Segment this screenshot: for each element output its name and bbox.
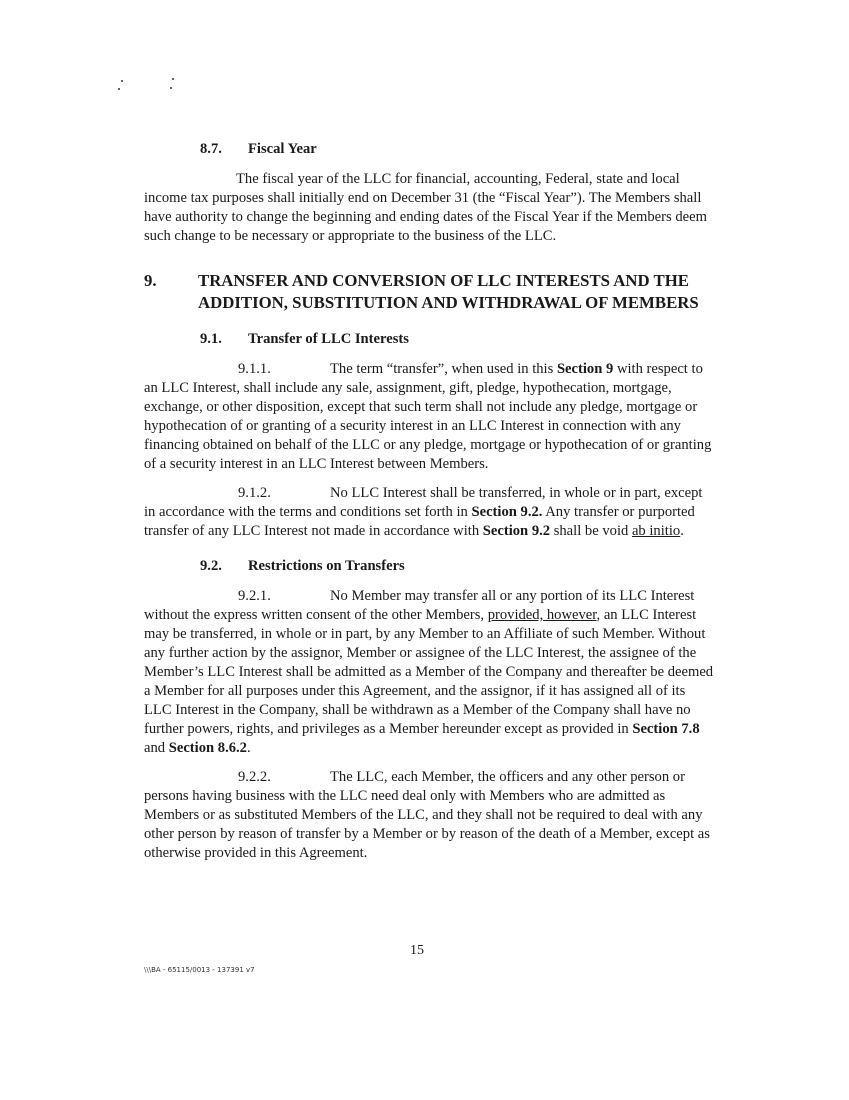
section-9-2-heading [200,557,714,576]
scan-specks [118,70,198,100]
speck [121,80,123,82]
section-9-1-heading [200,330,714,349]
section-title: TRANSFER AND CONVERSION OF LLC INTERESTS AND THE ADDITION, SUBSTITUTION AND WITHDRAWAL OF MEMBERS [198,271,699,312]
clause-text: . [680,523,684,539]
section-title: Transfer of LLC Interests [248,331,409,347]
section-reference: Section 9.2. [471,504,543,520]
section-title: Restrictions on Transfers [248,558,405,574]
clause-number: 9.2.2. [238,769,271,785]
section-reference: Section 9.2 [482,523,551,539]
section-9-heading [144,270,714,314]
section-9-2-2 [144,768,714,863]
clause-text: The LLC, each Member, the officers and any other person or persons having business with the LLC need deal only with Members who are admitted as Members or as substituted Members of the LLC, and they shall not be required to deal with any other person by reason of transfer by a Member or by reason of the death of a Member, except as otherwise provided in this Agreement. [144,769,710,861]
speck [172,78,174,80]
clause-text: Any transfer or purported transfer of any LLC Interest not made in accordance with [144,504,695,539]
section-8-7-heading [200,140,714,159]
section-8-7-body: The fiscal year of the LLC for financial, accounting, Federal, state and local income tax purposes shall initially end on December 31 (the “Fiscal Year”). The Members shall have authority to change the beginning and ending dates of the Fiscal Year if the Members deem such change to be necessary or appropriate to the business of the LLC. [144,171,707,244]
clause-number: 9.1.1. [238,361,271,377]
speck [118,88,120,90]
section-reference: Section 7.8 [632,721,700,737]
document-body [144,140,714,863]
clause-text: No LLC Interest shall be transferred, in whole or in part, except in accordance with the terms and conditions set forth in [144,485,703,520]
page-number: 15 [410,943,424,958]
clause-text: , an LLC Interest may be transferred, in whole or in part, by any Member to an Affiliate of such Member. Without any further action by the assignor, Member or assignee of the LLC Interest, the assignee of the Member’s LLC Interest shall be admitted as a Member of the Company and thereafter be deemed a Member for all purposes under this Agreement, and the assignor, if it has assigned all of its LLC Interest in the Company, shall be withdrawn as a Member of the Company shall have no further powers, rights, and privileges as a Member hereunder except as provided in [144,607,714,737]
clause-text: and [144,740,169,756]
speck [170,87,172,89]
clause-number: 9.2.1. [238,588,271,604]
clause-text: shall be void [550,523,632,539]
clause-text: No Member may transfer all or any portion of its LLC Interest without the express written consent of the other Members, [144,588,695,623]
proviso-term: provided, however [487,607,597,623]
section-9-1-1 [144,360,714,474]
section-reference: Section 9 [556,361,614,377]
document-footer-id: \\\BA - 65115/0013 - 137391 v7 [144,966,255,974]
section-number: 9.2. [200,558,222,574]
section-number: 9.1. [200,331,222,347]
section-9-2-1 [144,587,714,758]
section-number: 9. [144,271,157,290]
section-reference: Section 8.6.2 [168,740,247,756]
latin-term: ab initio [631,523,681,539]
section-9-1-2 [144,484,714,541]
section-title: Fiscal Year [248,141,317,157]
clause-number: 9.1.2. [238,485,271,501]
section-number: 8.7. [200,141,222,157]
clause-text: with respect to an LLC Interest, shall include any sale, assignment, gift, pledge, hypothecation, mortgage, exchange, or other disposition, except that such term shall not include any pledge, mortgage or hypothecation of or granting of a security interest in an LLC Interest in connection with any financing obtained on behalf of the LLC or any pledge, mortgage or hypothecation of or granting of a security interest in an LLC Interest between Members. [144,361,712,472]
clause-text: . [246,740,251,756]
clause-text: The term “transfer”, when used in this [330,361,557,377]
